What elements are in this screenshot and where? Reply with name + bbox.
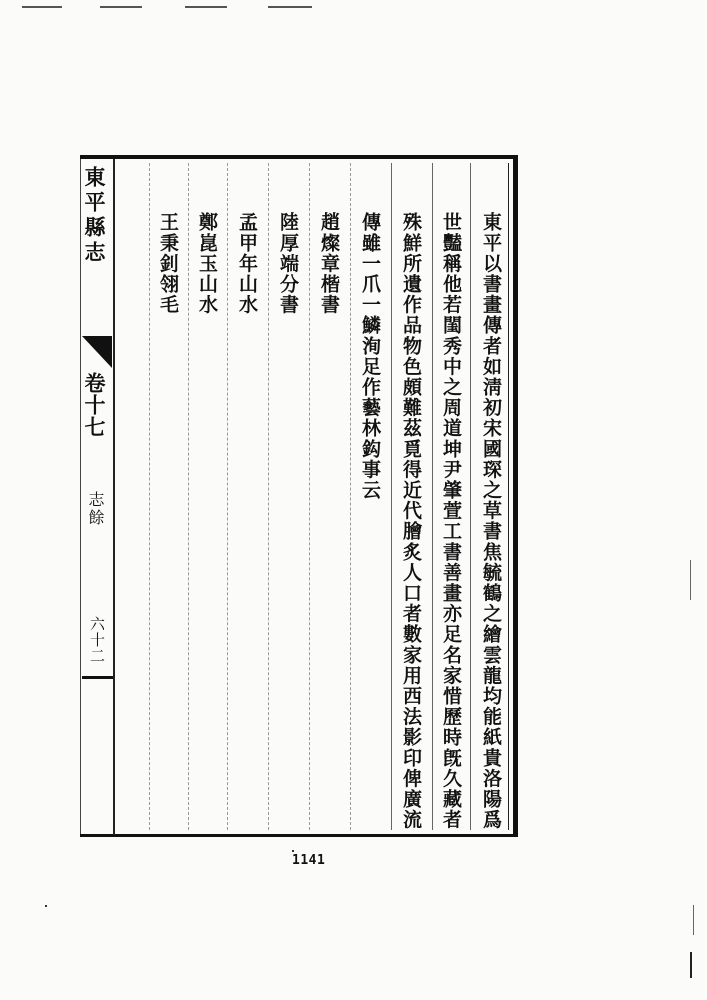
scan-mark bbox=[693, 905, 694, 935]
scan-mark bbox=[292, 850, 294, 852]
scan-mark bbox=[268, 6, 312, 8]
scan-mark bbox=[22, 6, 62, 8]
column-rule bbox=[432, 163, 433, 830]
text-column-2: 世豔稱他若閨秀中之周道坤尹肇萱工書善畫亦足名家惜歷時旣久藏者 bbox=[440, 212, 462, 830]
column-rule bbox=[149, 163, 150, 830]
volume-label: 卷十七 bbox=[82, 372, 107, 438]
text-column-5: 趙燦章楷書 bbox=[318, 212, 340, 315]
text-column-9: 王秉釗翎毛 bbox=[157, 212, 179, 315]
text-column-8: 鄭崑玉山水 bbox=[196, 212, 218, 315]
column-rule bbox=[470, 163, 471, 830]
text-column-3: 殊鮮所遺作品物色頗難茲覓得近代膾炙人口者數家用西法影印俾廣流 bbox=[400, 212, 422, 830]
margin-band-rule bbox=[113, 159, 115, 835]
text-column-1: 東平以書畫傳者如淸初宋國琛之草書焦毓鶴之繪雲龍均能紙貴洛陽爲 bbox=[480, 212, 502, 830]
page-number: 1141 bbox=[292, 853, 326, 868]
book-title: 東平縣志 bbox=[82, 166, 107, 266]
category-label: 志餘 bbox=[86, 491, 105, 527]
scan-mark bbox=[45, 905, 47, 907]
text-column-6: 陸厚端分書 bbox=[277, 212, 299, 315]
column-rule bbox=[350, 163, 351, 830]
frame-inner-rule bbox=[508, 163, 509, 830]
column-rule bbox=[391, 163, 392, 830]
column-rule bbox=[268, 163, 269, 830]
column-rule bbox=[227, 163, 228, 830]
margin-band-divider bbox=[82, 676, 113, 679]
leaf-number: 六十二 bbox=[88, 616, 106, 664]
fishtail-mark bbox=[82, 336, 112, 368]
scan-mark bbox=[690, 560, 691, 600]
text-column-7: 孟甲年山水 bbox=[236, 212, 258, 315]
column-rule bbox=[309, 163, 310, 830]
text-column-4: 傳雖一爪一鱗洵足作藝林鈎事云 bbox=[359, 212, 381, 501]
scan-mark bbox=[690, 952, 692, 978]
scan-mark bbox=[185, 6, 227, 8]
scan-mark bbox=[100, 6, 142, 8]
column-rule bbox=[188, 163, 189, 830]
